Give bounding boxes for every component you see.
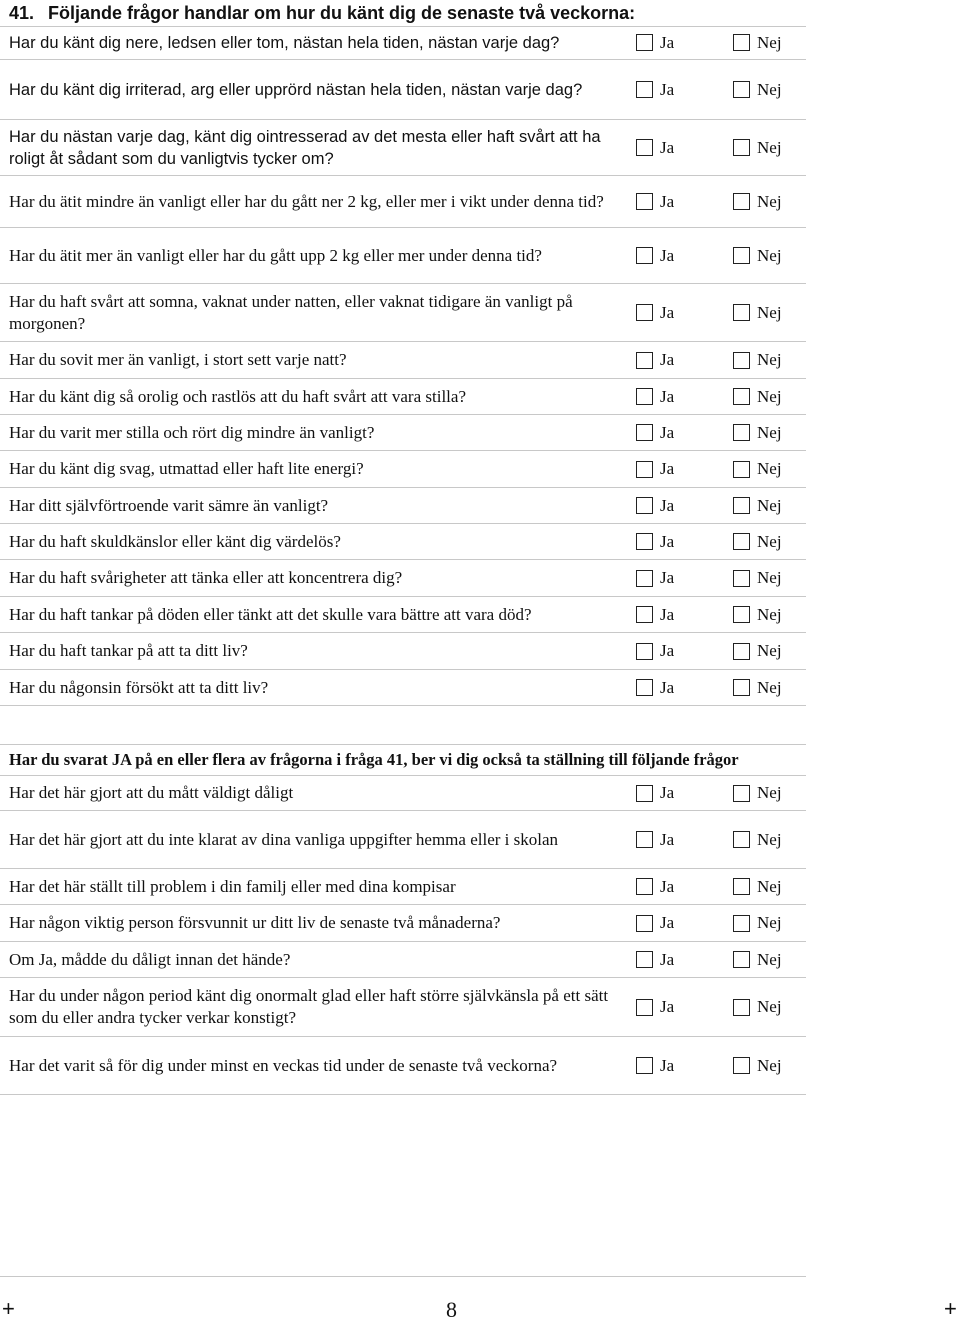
no-label: Nej (757, 949, 782, 969)
yes-label: Ja (660, 459, 675, 478)
answer-yes[interactable] (636, 1056, 674, 1076)
question-row (0, 451, 806, 488)
no-label: Nej (757, 677, 782, 697)
no-checkbox[interactable] (733, 679, 750, 696)
no-label: Nej (757, 495, 782, 515)
yes-label: Ja (660, 829, 675, 849)
question-text: Har ditt självförtroende varit sämre än vanligt? (9, 495, 329, 515)
question-text: Har du haft tankar på döden eller tänkt att det skulle vara bättre att vara död? (9, 604, 532, 624)
answer-no[interactable] (733, 568, 782, 588)
page-number: 8 (446, 1297, 457, 1322)
no-label: Nej (757, 531, 782, 551)
question-text: Har det här gjort att du mått väldigt dåligt (9, 783, 294, 802)
yes-label: Ja (660, 32, 675, 52)
no-label: Nej (757, 568, 782, 587)
no-label: Nej (757, 829, 782, 849)
yes-checkbox[interactable] (636, 139, 653, 156)
answer-yes[interactable] (636, 350, 674, 370)
yes-checkbox[interactable] (636, 461, 653, 478)
no-checkbox[interactable] (733, 1057, 750, 1074)
no-checkbox[interactable] (733, 533, 750, 550)
yes-checkbox[interactable] (636, 304, 653, 321)
answer-no[interactable] (733, 350, 782, 370)
answer-yes[interactable] (636, 997, 674, 1017)
yes-checkbox[interactable] (636, 915, 653, 932)
yes-checkbox[interactable] (636, 352, 653, 369)
yes-label: Ja (660, 531, 675, 551)
answer-no[interactable] (733, 138, 782, 158)
no-label: Nej (757, 604, 782, 624)
answer-no[interactable] (733, 830, 782, 850)
question-text: Har du känt dig irriterad, arg eller upprörd nästan hela tiden, nästan varje dag? (9, 80, 583, 99)
answer-no[interactable] (733, 641, 782, 661)
yes-checkbox[interactable] (636, 999, 653, 1016)
question-text: Har du ätit mer än vanligt eller har du gått upp 2 kg eller mer under denna tid? (9, 245, 542, 265)
registration-mark-left: + (2, 1296, 15, 1321)
no-checkbox[interactable] (733, 831, 750, 848)
question-row (0, 776, 806, 811)
answer-no[interactable] (733, 459, 782, 479)
no-checkbox[interactable] (733, 81, 750, 98)
answer-yes[interactable] (636, 80, 674, 100)
yes-checkbox[interactable] (636, 679, 653, 696)
no-label: Nej (757, 302, 782, 322)
no-label: Nej (757, 459, 782, 478)
yes-label: Ja (660, 79, 675, 99)
question-row (0, 379, 806, 415)
no-label: Nej (757, 245, 782, 265)
answer-no[interactable] (733, 33, 782, 53)
yes-checkbox[interactable] (636, 497, 653, 514)
yes-label: Ja (660, 913, 675, 932)
question-row (0, 670, 806, 706)
no-label: Nej (757, 137, 782, 157)
yes-checkbox[interactable] (636, 193, 653, 210)
answer-yes[interactable] (636, 303, 674, 323)
no-checkbox[interactable] (733, 915, 750, 932)
question-list (0, 26, 806, 706)
answer-yes[interactable] (636, 33, 674, 53)
answer-yes[interactable] (636, 877, 674, 897)
question-text: Om Ja, mådde du dåligt innan det hände? (9, 949, 291, 969)
no-label: Nej (757, 997, 782, 1016)
yes-label: Ja (660, 191, 675, 211)
yes-label: Ja (660, 997, 675, 1016)
no-label: Nej (757, 876, 782, 896)
yes-checkbox[interactable] (636, 81, 653, 98)
question-row (0, 120, 806, 176)
yes-checkbox[interactable] (636, 570, 653, 587)
followup-title: Har du svarat JA på en eller flera av frågorna i fråga 41, ber vi dig också ta ställning till följande frågor (9, 750, 739, 769)
no-label: Nej (757, 1055, 782, 1075)
answer-yes[interactable] (636, 950, 674, 970)
no-checkbox[interactable] (733, 497, 750, 514)
no-checkbox[interactable] (733, 999, 750, 1016)
question-text: Har du ätit mindre än vanligt eller har du gått ner 2 kg, eller mer i vikt under denna tid? (9, 191, 604, 211)
no-checkbox[interactable] (733, 570, 750, 587)
answer-yes[interactable] (636, 913, 674, 933)
answer-yes[interactable] (636, 192, 674, 212)
yes-label: Ja (660, 422, 675, 442)
no-checkbox[interactable] (733, 247, 750, 264)
question-row (0, 560, 806, 597)
yes-checkbox[interactable] (636, 247, 653, 264)
yes-checkbox[interactable] (636, 643, 653, 660)
yes-label: Ja (660, 350, 675, 369)
footer-divider (0, 1276, 806, 1277)
question-row (0, 524, 806, 560)
question-text: Har du haft skuldkänslor eller känt dig värdelös? (9, 531, 341, 551)
answer-no[interactable] (733, 387, 782, 407)
question-row (0, 869, 806, 905)
question-text: Har du haft tankar på att ta ditt liv? (9, 641, 248, 660)
yes-label: Ja (660, 386, 675, 406)
no-label: Nej (757, 386, 782, 406)
no-checkbox[interactable] (733, 304, 750, 321)
question-row (0, 978, 806, 1037)
question-text: Har du känt dig så orolig och rastlös att du haft svårt att vara stilla? (9, 386, 466, 406)
yes-checkbox[interactable] (636, 533, 653, 550)
section-title: Följande frågor handlar om hur du känt dig de senaste två veckorna: (48, 2, 636, 23)
no-checkbox[interactable] (733, 139, 750, 156)
no-checkbox[interactable] (733, 951, 750, 968)
no-label: Nej (757, 350, 782, 369)
no-checkbox[interactable] (733, 424, 750, 441)
answer-yes[interactable] (636, 641, 674, 661)
question-text: Har du varit mer stilla och rört dig mindre än vanligt? (9, 422, 375, 442)
followup-header (0, 744, 806, 776)
question-row (0, 60, 806, 120)
yes-label: Ja (660, 137, 675, 157)
answer-no[interactable] (733, 877, 782, 897)
question-text: Har du nästan varje dag, känt dig ointresserad av det mesta eller haft svårt att ha roligt åt sådant som du vanligtvis tycker om? (9, 127, 601, 168)
yes-label: Ja (660, 641, 675, 660)
no-label: Nej (757, 783, 782, 802)
answer-yes[interactable] (636, 138, 674, 158)
yes-label: Ja (660, 495, 675, 515)
answer-no[interactable] (733, 950, 782, 970)
answer-yes[interactable] (636, 568, 674, 588)
yes-label: Ja (660, 568, 675, 587)
question-text: Har du haft svårigheter att tänka eller att koncentrera dig? (9, 568, 403, 587)
section-header (0, 0, 806, 27)
yes-checkbox[interactable] (636, 34, 653, 51)
question-row (0, 905, 806, 942)
question-text: Har någon viktig person försvunnit ur ditt liv de senaste två månaderna? (9, 913, 501, 932)
answer-yes[interactable] (636, 423, 674, 443)
yes-checkbox[interactable] (636, 606, 653, 623)
yes-checkbox[interactable] (636, 424, 653, 441)
question-row (0, 597, 806, 633)
answer-yes[interactable] (636, 246, 674, 266)
answer-no[interactable] (733, 303, 782, 323)
answer-no[interactable] (733, 997, 782, 1017)
answer-no[interactable] (733, 605, 782, 625)
yes-checkbox[interactable] (636, 951, 653, 968)
no-checkbox[interactable] (733, 461, 750, 478)
question-row (0, 1037, 806, 1095)
answer-no[interactable] (733, 1056, 782, 1076)
answer-yes[interactable] (636, 532, 674, 552)
no-checkbox[interactable] (733, 878, 750, 895)
answer-yes[interactable] (636, 830, 674, 850)
question-row (0, 26, 806, 60)
no-checkbox[interactable] (733, 388, 750, 405)
no-checkbox[interactable] (733, 606, 750, 623)
yes-label: Ja (660, 245, 675, 265)
answer-no[interactable] (733, 423, 782, 443)
no-label: Nej (757, 32, 782, 52)
question-text: Har det här ställt till problem i din familj eller med dina kompisar (9, 876, 456, 896)
yes-label: Ja (660, 302, 675, 322)
question-row (0, 488, 806, 524)
yes-label: Ja (660, 783, 675, 802)
followup-question-list (0, 776, 806, 1095)
no-checkbox[interactable] (733, 785, 750, 802)
answer-no[interactable] (733, 192, 782, 212)
answer-yes[interactable] (636, 496, 674, 516)
yes-label: Ja (660, 949, 675, 969)
question-row (0, 942, 806, 978)
no-label: Nej (757, 913, 782, 932)
question-row (0, 415, 806, 451)
question-row (0, 633, 806, 670)
no-label: Nej (757, 191, 782, 211)
question-row (0, 342, 806, 379)
answer-yes[interactable] (636, 605, 674, 625)
yes-checkbox[interactable] (636, 1057, 653, 1074)
yes-label: Ja (660, 677, 675, 697)
answer-yes[interactable] (636, 783, 674, 803)
yes-checkbox[interactable] (636, 388, 653, 405)
no-checkbox[interactable] (733, 193, 750, 210)
section-number: 41. (9, 2, 35, 23)
answer-no[interactable] (733, 80, 782, 100)
yes-label: Ja (660, 876, 675, 896)
no-checkbox[interactable] (733, 34, 750, 51)
answer-no[interactable] (733, 246, 782, 266)
question-text: Har du någonsin försökt att ta ditt liv? (9, 677, 269, 697)
answer-yes[interactable] (636, 678, 674, 698)
question-row (0, 284, 806, 342)
answer-no[interactable] (733, 496, 782, 516)
question-text: Har du haft svårt att somna, vaknat under natten, eller vaknat tidigare än vanligt på morgonen? (9, 291, 573, 333)
no-checkbox[interactable] (733, 352, 750, 369)
answer-yes[interactable] (636, 387, 674, 407)
no-checkbox[interactable] (733, 643, 750, 660)
answer-no[interactable] (733, 678, 782, 698)
question-text: Har du sovit mer än vanligt, i stort sett varje natt? (9, 350, 347, 369)
question-text: Har du känt dig svag, utmattad eller haft lite energi? (9, 459, 364, 478)
question-row (0, 176, 806, 228)
yes-checkbox[interactable] (636, 785, 653, 802)
question-text: Har du känt dig nere, ledsen eller tom, nästan hela tiden, nästan varje dag? (9, 33, 560, 52)
registration-mark-right: + (944, 1296, 957, 1321)
answer-yes[interactable] (636, 459, 674, 479)
question-text: Har det här gjort att du inte klarat av dina vanliga uppgifter hemma eller i skolan (9, 829, 559, 849)
question-text: Har det varit så för dig under minst en veckas tid under de senaste två veckorna? (9, 1055, 558, 1075)
yes-checkbox[interactable] (636, 831, 653, 848)
answer-no[interactable] (733, 532, 782, 552)
yes-checkbox[interactable] (636, 878, 653, 895)
answer-no[interactable] (733, 783, 782, 803)
answer-no[interactable] (733, 913, 782, 933)
no-label: Nej (757, 422, 782, 442)
no-label: Nej (757, 79, 782, 99)
no-label: Nej (757, 641, 782, 660)
question-text: Har du under någon period känt dig onormalt glad eller haft större självkänsla på ett sätt som du eller andra tycker verkar konstigt? (9, 986, 609, 1027)
question-row (0, 228, 806, 284)
question-row (0, 811, 806, 869)
yes-label: Ja (660, 1055, 675, 1075)
yes-label: Ja (660, 604, 675, 624)
